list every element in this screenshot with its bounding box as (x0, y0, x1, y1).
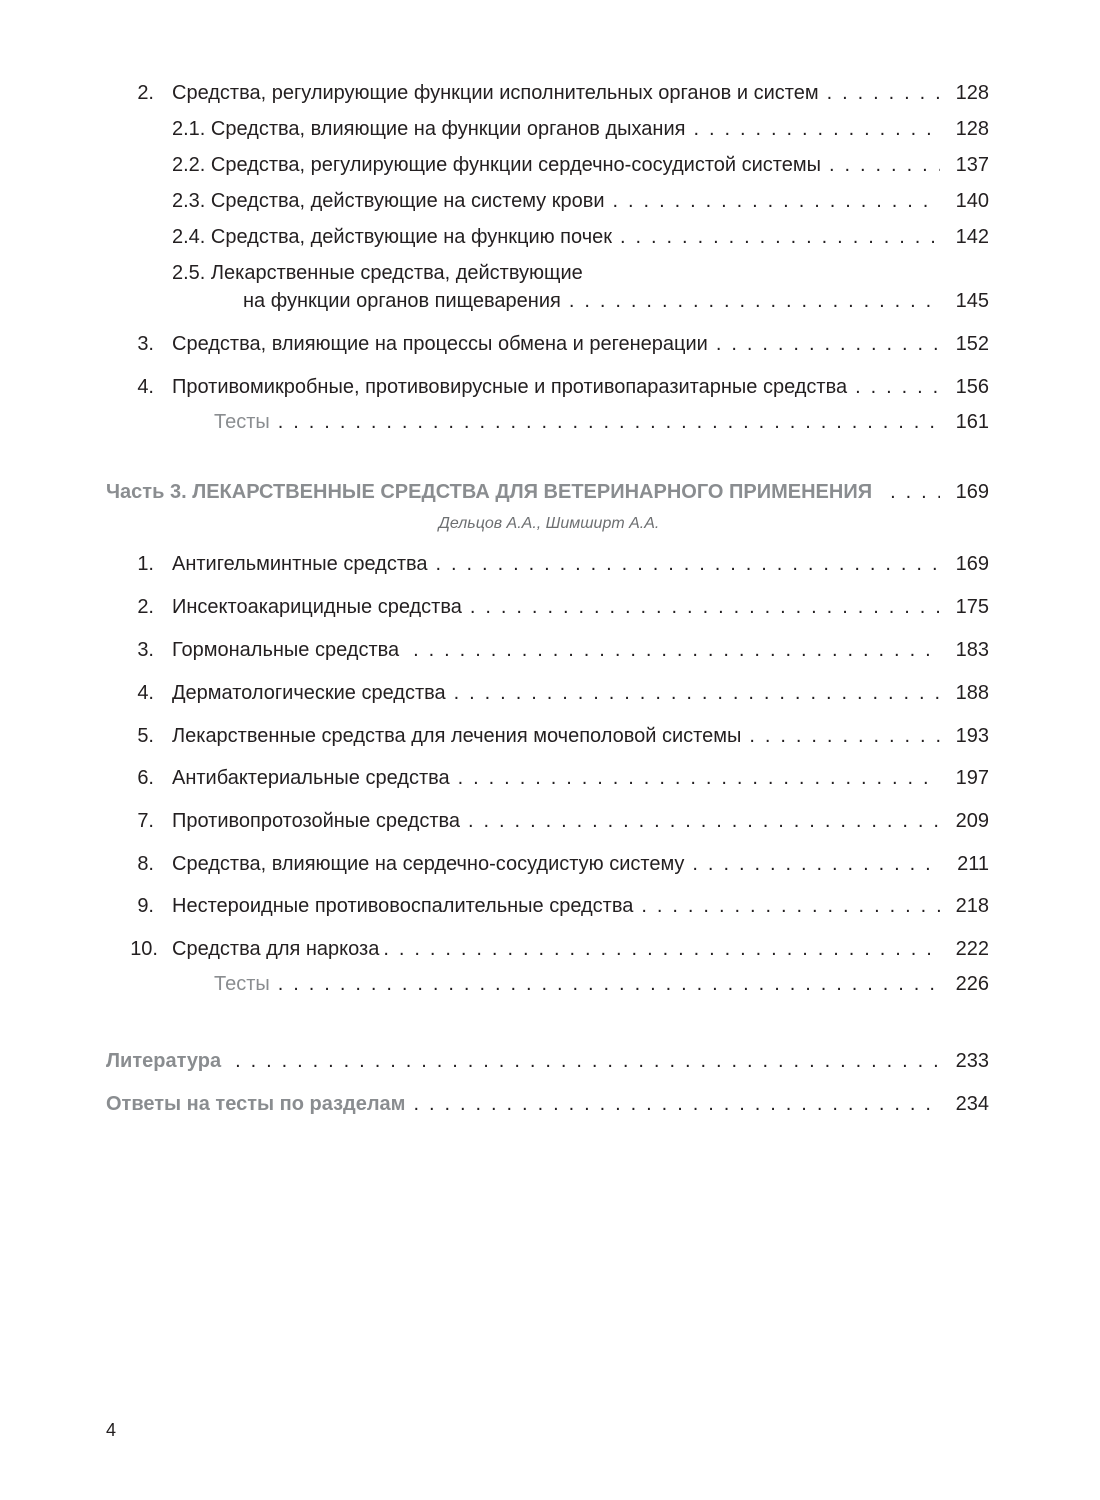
toc-item-number: 1. (137, 553, 154, 575)
toc-item-title: Дерматологические средства (172, 682, 446, 704)
toc-item-number: 8. (137, 853, 154, 875)
toc-item-page: 234 (955, 1093, 989, 1115)
toc-item-page: 137 (955, 154, 989, 176)
dot-leader (278, 969, 940, 999)
toc-item-page: 226 (955, 973, 989, 995)
toc-item-page: 128 (955, 82, 989, 104)
toc-tests-title: Тесты (214, 411, 270, 433)
dot-leader (413, 1089, 940, 1119)
toc-item-page: 183 (955, 639, 989, 661)
toc-row (0, 329, 1100, 359)
toc-item-page: 128 (955, 118, 989, 140)
dot-leader (641, 891, 940, 921)
toc-item-number: 3. (137, 333, 154, 355)
toc-item-page: 193 (955, 725, 989, 747)
dot-leader (749, 721, 940, 751)
toc-item-page: 156 (955, 376, 989, 398)
toc-item-title: Инсектоакарицидные средства (172, 596, 462, 618)
toc-item-page: 197 (955, 767, 989, 789)
toc-item-number: 7. (137, 810, 154, 832)
toc-item-title: Нестероидные противовоспалительные средства (172, 895, 634, 917)
toc-item-title: Лекарственные средства для лечения мочеполовой системы (172, 725, 742, 747)
toc-row (0, 891, 1100, 921)
toc-row (0, 934, 1100, 964)
dot-leader (436, 549, 940, 579)
part-authors: Дельцов А.А., Шимширт А.А. (438, 515, 660, 532)
toc-row (0, 806, 1100, 836)
toc-item-page: 233 (955, 1050, 989, 1072)
part-label: Часть 3. (106, 481, 187, 503)
toc-row (0, 678, 1100, 708)
toc-row-tests (0, 969, 1100, 999)
dot-leader (620, 222, 940, 252)
dot-leader (890, 477, 940, 507)
toc-row (0, 114, 1100, 144)
toc-row-tests (0, 407, 1100, 437)
toc-item-page: 188 (955, 682, 989, 704)
toc-item-title: Средства, влияющие на процессы обмена и регенерации (172, 333, 708, 355)
part-title: ЛЕКАРСТВЕННЫЕ СРЕДСТВА ДЛЯ ВЕТЕРИНАРНОГО ПРИМЕНЕНИЯ (192, 481, 873, 503)
toc-item-page: 169 (955, 553, 989, 575)
toc-row (0, 372, 1100, 402)
toc-tests-title: Тесты (214, 973, 270, 995)
toc-row (0, 186, 1100, 216)
toc-row (0, 763, 1100, 793)
toc-item-page: 142 (955, 226, 989, 248)
toc-item-number: 4. (137, 682, 154, 704)
toc-item-number: 9. (137, 895, 154, 917)
toc-item-number: 2. (137, 82, 154, 104)
toc-item-page: 175 (955, 596, 989, 618)
page-number: 4 (106, 1420, 117, 1440)
toc-item-page: 152 (955, 333, 989, 355)
toc-item-title: Средства, регулирующие функции исполнительных органов и систем (172, 82, 819, 104)
dot-leader (693, 114, 940, 144)
toc-item-number: 5. (137, 725, 154, 747)
toc-item-page: 161 (955, 411, 989, 433)
toc-item-title: Противопротозойные средства (172, 810, 461, 832)
dot-leader (613, 186, 940, 216)
toc-row (0, 849, 1100, 879)
toc-item-title: Противомикробные, противовирусные и противопаразитарные средства (172, 376, 848, 398)
dot-leader (458, 763, 940, 793)
toc-item-title: Антибактериальные средства (172, 767, 450, 789)
toc-item-title: 2.2. Средства, регулирующие функции сердечно-сосудистой системы (172, 154, 821, 176)
toc-item-title: Средства для наркоза (172, 938, 380, 960)
toc-item-page: 218 (955, 895, 989, 917)
dot-leader (454, 678, 940, 708)
toc-row (0, 78, 1100, 108)
toc-item-number: 2. (137, 596, 154, 618)
dot-leader (383, 934, 940, 964)
toc-part-heading (0, 477, 1100, 507)
toc-item-page: 222 (955, 938, 989, 960)
toc-item-page: 169 (955, 481, 989, 503)
toc-item-title: 2.4. Средства, действующие на функцию почек (172, 226, 612, 248)
toc-item-title: Гормональные средства (172, 639, 400, 661)
toc-row (0, 150, 1100, 180)
toc-row (0, 635, 1100, 665)
toc-row (0, 286, 1100, 316)
toc-row-answers (0, 1089, 1100, 1119)
toc-item-title: 2.1. Средства, влияющие на функции органов дыхания (172, 118, 686, 140)
toc-row (0, 592, 1100, 622)
dot-leader (827, 78, 940, 108)
toc-item-page: 140 (955, 190, 989, 212)
toc-item-page: 211 (957, 853, 989, 875)
toc-item-number: 4. (137, 376, 154, 398)
toc-literature-title: Литература (106, 1050, 222, 1072)
toc-item-page: 145 (955, 290, 989, 312)
toc-row (0, 549, 1100, 579)
toc-item-number: 10. (130, 938, 158, 960)
dot-leader (716, 329, 940, 359)
toc-item-number: 3. (137, 639, 154, 661)
toc-item-page: 209 (955, 810, 989, 832)
toc-item-number: 6. (137, 767, 154, 789)
toc-row (0, 222, 1100, 252)
toc-item-title: Антигельминтные средства (172, 553, 428, 575)
toc-item-title: 2.3. Средства, действующие на систему крови (172, 190, 605, 212)
dot-leader (692, 849, 940, 879)
dot-leader (855, 372, 940, 402)
toc-item-title-line1: 2.5. Лекарственные средства, действующие (172, 262, 583, 284)
dot-leader (829, 150, 940, 180)
dot-leader (235, 1046, 940, 1076)
toc-row-literature (0, 1046, 1100, 1076)
dot-leader (468, 806, 940, 836)
dot-leader (569, 286, 940, 316)
dot-leader (470, 592, 940, 622)
toc-row (0, 721, 1100, 751)
toc-item-title-line2: на функции органов пищеварения (243, 290, 561, 312)
dot-leader (413, 635, 940, 665)
dot-leader (278, 407, 940, 437)
toc-answers-title: Ответы на тесты по разделам (106, 1093, 406, 1115)
toc-item-title: Средства, влияющие на сердечно-сосудистую систему (172, 853, 685, 875)
